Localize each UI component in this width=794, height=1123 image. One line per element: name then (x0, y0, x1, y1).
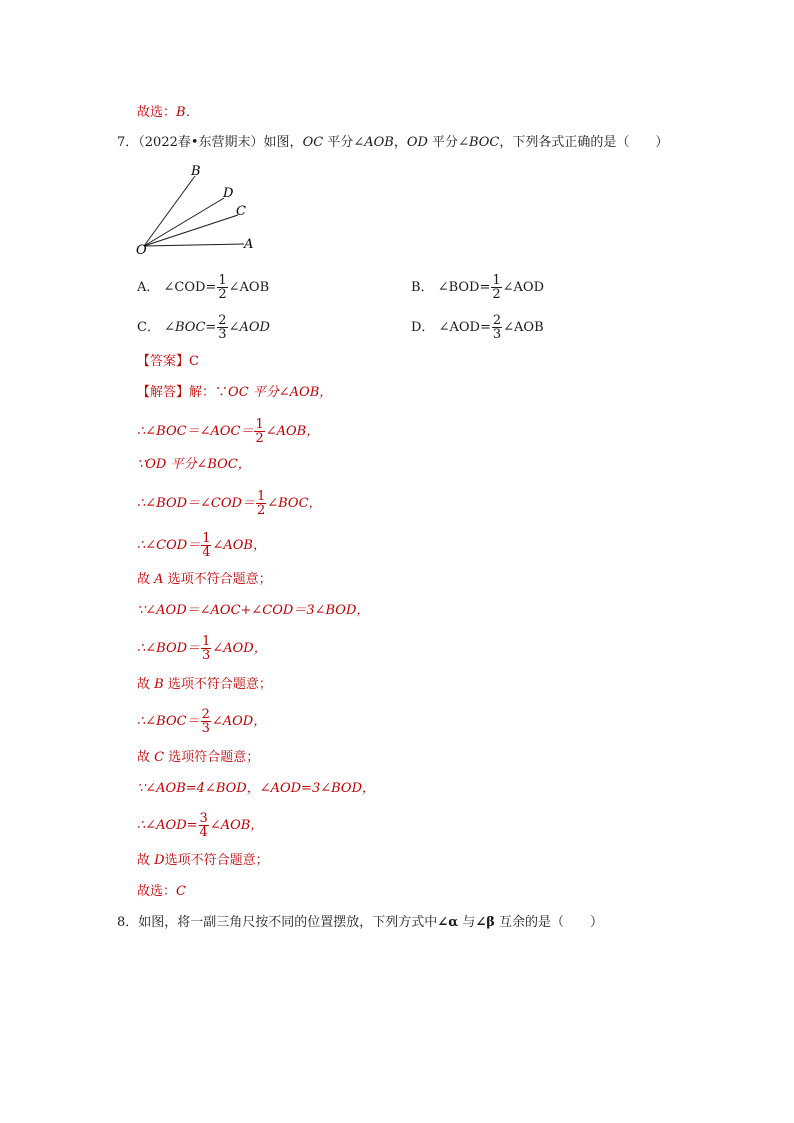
option-a (137, 274, 269, 301)
stem-text: 如图， (263, 135, 303, 150)
option-c-left: ∠BOC= (164, 320, 217, 335)
fraction-numerator: 1 (202, 634, 211, 649)
step-left: ∴∠BOD＝ (137, 641, 201, 656)
stem-text: ， (393, 135, 407, 150)
fraction-denominator: 2 (492, 287, 501, 302)
stem-text: 与 (458, 915, 476, 930)
step-fraction (199, 812, 209, 839)
fraction-numerator: 1 (202, 531, 211, 546)
answer-value: C (189, 354, 199, 369)
step-text: 选项不符合题意； (163, 572, 272, 587)
stem-text: ） (590, 915, 604, 930)
final-value: C (176, 884, 186, 899)
solution-step-5 (137, 532, 266, 559)
solution-step-2 (137, 418, 319, 445)
option-a-right: ∠AOB (228, 280, 270, 295)
label-d: D (223, 186, 234, 201)
option-d-letter: D． (411, 320, 435, 335)
solution-step-10 (137, 708, 266, 735)
fraction-numerator: 2 (218, 313, 227, 328)
fraction-denominator: 3 (201, 721, 210, 736)
option-a-letter: A． (137, 280, 160, 295)
solution-text: 平分∠AOB， (248, 385, 333, 400)
stem-text: 平分 (323, 135, 354, 150)
ray-oa (144, 244, 244, 246)
option-d-left: ∠AOD= (438, 320, 491, 335)
step-text: 故 (137, 572, 155, 587)
step-right: ∠AOB， (209, 818, 264, 833)
fraction-numerator: 1 (255, 417, 264, 432)
step-left: ∴∠COD＝ (137, 538, 201, 553)
option-b-fraction (491, 274, 501, 301)
angle-figure (132, 160, 272, 260)
step-letter: A (154, 572, 164, 587)
answer-line (137, 353, 199, 371)
fraction-numerator: 2 (492, 313, 502, 328)
option-b-left: ∠BOD= (437, 280, 491, 295)
option-d-fraction (492, 314, 502, 341)
fraction-denominator: 2 (256, 503, 266, 518)
stem-text: 平分 (427, 135, 459, 150)
option-b (411, 274, 544, 301)
question-8-stem (117, 914, 603, 932)
step-text: 故 (137, 750, 155, 765)
option-a-left: ∠COD= (163, 280, 217, 295)
step-text: ∵∠AOB=4∠BOD，∠AOD=3∠BOD， (137, 781, 375, 796)
fraction-numerator: 1 (492, 273, 501, 288)
option-d-right: ∠AOB (503, 320, 544, 335)
fraction-numerator: 1 (218, 273, 227, 288)
fraction-denominator: 4 (202, 545, 211, 560)
fraction-denominator: 3 (202, 648, 211, 663)
step-letter: C (154, 750, 165, 765)
step-text: ∵∠AOD＝∠AOC+∠COD＝3∠BOD， (137, 603, 370, 618)
fraction-numerator: 2 (201, 707, 210, 722)
step-left: ∴∠BOC＝∠AOC＝ (137, 424, 254, 439)
solution-label: 【解答】 (137, 385, 190, 400)
step-fraction (256, 490, 266, 517)
angle-alpha: ∠α (437, 915, 459, 930)
step-letter: B (154, 677, 164, 692)
question-7-source: （2022春•东营期末） (138, 135, 264, 150)
step-text: 故 (137, 677, 155, 692)
stem-text: 如图，将一副三角尺按不同的位置摆放，下列方式中 (138, 915, 438, 930)
ray-oc (144, 215, 238, 246)
fraction-denominator: 4 (199, 825, 208, 840)
solution-step-3 (137, 456, 251, 474)
stem-text: ，下列各式正确的是（ (499, 135, 630, 150)
step-right: ∠AOB， (212, 538, 266, 553)
option-a-fraction (217, 274, 227, 301)
label-a: A (244, 237, 254, 252)
step-letter: D (154, 853, 165, 868)
previous-answer (137, 104, 199, 122)
solution-step-9 (137, 676, 272, 694)
label-c: C (236, 204, 246, 219)
solution-step-6 (137, 571, 272, 589)
solution-step-7 (137, 602, 369, 620)
step-left: ∴∠BOD＝∠COD＝ (137, 496, 255, 511)
step-left: ∴∠AOD= (137, 818, 198, 833)
step-fraction (201, 635, 211, 662)
question-7-number: 7． (117, 135, 139, 150)
option-c-fraction (217, 314, 227, 341)
step-fraction (201, 708, 211, 735)
answer-label: 【答案】 (137, 354, 190, 369)
solution-intro-text: 解：∵ (189, 385, 229, 400)
solution-step-13 (137, 812, 263, 839)
step-text: 选项不符合题意； (164, 853, 269, 868)
fraction-denominator: 2 (255, 431, 264, 446)
fraction-numerator: 1 (256, 489, 266, 504)
solution-step-11 (137, 749, 259, 767)
step-fraction (201, 532, 211, 559)
previous-answer-value: B． (176, 105, 199, 120)
solution-intro (137, 384, 332, 402)
fraction-denominator: 3 (218, 327, 227, 342)
step-right: ∠AOD， (212, 641, 267, 656)
ray-od (144, 198, 224, 246)
solution-step-8 (137, 635, 267, 662)
fraction-denominator: 3 (492, 327, 502, 342)
previous-answer-prefix: 故选： (137, 105, 177, 120)
solution-final (137, 883, 186, 901)
option-b-letter: B． (411, 280, 434, 295)
question-7-stem (117, 134, 668, 152)
stem-text: 互余的是（ (494, 915, 565, 930)
step-right: ∠AOB， (265, 424, 320, 439)
stem-text: ） (655, 135, 669, 150)
fraction-numerator: 3 (199, 811, 208, 826)
solution-step-4 (137, 490, 322, 517)
stem-angle-aob: ∠AOB (353, 135, 394, 150)
step-text: 选项不符合题意； (163, 677, 272, 692)
option-c (137, 314, 270, 341)
option-b-right: ∠AOD (502, 280, 545, 295)
final-prefix: 故选： (137, 884, 177, 899)
stem-od: OD (406, 135, 428, 150)
label-b: B (191, 164, 201, 179)
option-c-right: ∠AOD (228, 320, 270, 335)
solution-step-14 (137, 852, 269, 870)
angle-beta: ∠β (475, 915, 495, 930)
step-text: 故 (137, 853, 155, 868)
option-c-letter: C． (137, 320, 160, 335)
stem-angle-boc: ∠BOC (458, 135, 500, 150)
step-left: ∴∠BOC＝ (137, 714, 200, 729)
step-right: ∠BOC， (267, 496, 322, 511)
stem-oc: OC (302, 135, 324, 150)
step-text: 选项符合题意； (164, 750, 260, 765)
step-right: ∠AOD， (211, 714, 267, 729)
solution-oc: OC (228, 385, 249, 400)
solution-step-12 (137, 780, 375, 798)
step-text: ∵OD 平分∠BOC， (137, 457, 251, 472)
label-o: O (136, 243, 147, 258)
fraction-denominator: 2 (218, 287, 227, 302)
question-8-number: 8． (117, 915, 139, 930)
ray-ob (144, 176, 195, 246)
step-fraction (254, 418, 264, 445)
option-d (411, 314, 544, 341)
